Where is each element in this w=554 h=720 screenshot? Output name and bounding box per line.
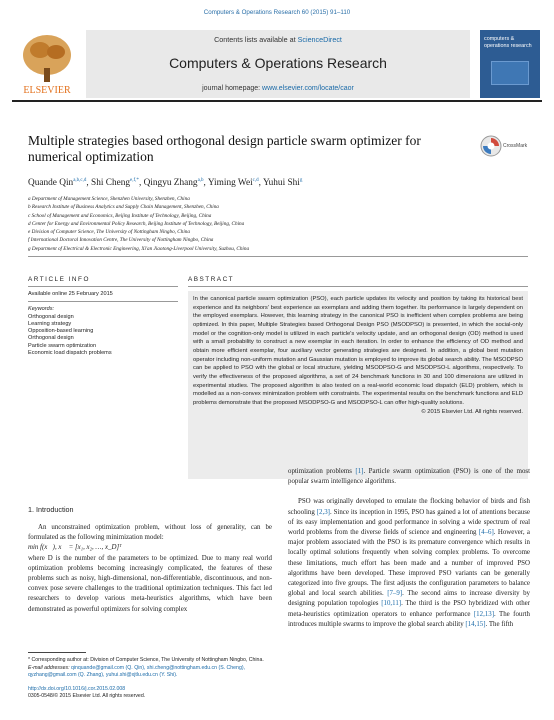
elsevier-tree-icon bbox=[12, 30, 82, 98]
text-run: optimization problems bbox=[288, 468, 356, 475]
author bbox=[91, 178, 139, 188]
paragraph: An unconstrained optimization problem, without loss of generality, can be formulated as the following minimization model: bbox=[28, 524, 272, 542]
crossmark-icon bbox=[480, 135, 502, 157]
author-name: Shi Cheng bbox=[91, 178, 131, 189]
affiliation: a Department of Management Science, Shenzhen University, Shenzhen, China bbox=[28, 196, 190, 202]
article-info-rule bbox=[28, 286, 178, 287]
citation-link[interactable]: [14,15] bbox=[465, 620, 486, 628]
publisher-logo-text: ELSEVIER bbox=[23, 85, 71, 96]
section-divider bbox=[28, 256, 528, 257]
citation-link[interactable]: [2,3] bbox=[316, 508, 330, 516]
author bbox=[144, 178, 204, 188]
author-name: Yuhui Shi bbox=[262, 178, 300, 189]
journal-reference[interactable]: Computers & Operations Research 60 (2015) 91–110 bbox=[203, 9, 351, 16]
header-center-panel bbox=[86, 30, 470, 98]
abstract-text: In the canonical particle swarm optimization (PSO), each particle updates its velocity and position by taking its historical best experience and its neighbors' best experience as exemplars and adding them together. Its performance is largely dependent on the employed exemplars. However, this learning strategy in the canonical PSO is inefficient when complex problems are being optimized. In this paper, Multiple Strategies based Orthogonal Design PSO (MSODPSO) is presented, in which the social-only model or the cognition-only model is utilized in each particle's velocity update, and an orthogonal design (OD) method is used with a small probability to construct a new exemplar in each iteration. In order to enhance the efficiency of OD method and obtain more efficient exemplar, four auxiliary vector generating strategies are designed. In addition, a global best mutation operator including non-uniform mutation and Gaussian mutation is employed to improve its global search ability. The MSODPSO can be applied to PSO with the global or local structure, yielding MSODPSO-G and MSODPSO-L algorithms, respectively. To verify the effectiveness of the proposed algorithms, a set of 24 benchmark functions in 30 and 100 dimensions are utilized in experimental studies. The proposed algorithm is also tested on a real-world economic load dispatch (ELD) problem, which is modelled as a non-convex minimization problem with constraints. The experimental results on the benchmark functions and ELD problems demonstrate that the proposed MSODPSO-G and MSODPSO-L can offer high-quality solutions. bbox=[193, 296, 523, 406]
citation-link[interactable]: [12,13] bbox=[473, 610, 494, 618]
homepage-prefix: journal homepage: bbox=[202, 85, 263, 92]
text-run: . The fifth bbox=[485, 620, 514, 628]
homepage-line bbox=[86, 85, 470, 92]
contents-prefix: Contents lists available at bbox=[214, 35, 298, 44]
text-run: . The second aims to increase diversity by designing population topologies bbox=[288, 590, 530, 608]
keyword: Particle swarm optimization bbox=[28, 342, 97, 349]
affiliation: e Division of Computer Science, The University of Nottingham Ningbo, China bbox=[28, 229, 190, 236]
author bbox=[208, 178, 259, 188]
body-column-right bbox=[288, 467, 530, 630]
author-list: Quande Qin$^{a,b,c,d}$, Shi Cheng$^{e,f,*}$, Qingyu Zhang$^{a,b}$, Yiming Wei$^{c,d}$, Yuhui Shi$^g$ bbox=[28, 178, 303, 189]
text-run: . The third is the PSO hybridized with other meta-heuristics optimization operators to enhance performance bbox=[288, 600, 530, 618]
corresponding-author-note: * Corresponding author at: Division of Computer Science, The University of Nottingham Ningbo, China. bbox=[28, 657, 264, 663]
sciencedirect-link[interactable]: ScienceDirect bbox=[297, 35, 342, 44]
paragraph bbox=[288, 467, 530, 487]
author-affiliation-ref[interactable]: a,b,c,d bbox=[73, 178, 87, 183]
article-info bbox=[28, 291, 178, 357]
text-run: PSO was originally developed to emulate the flocking behavior of birds and fish schooling bbox=[288, 498, 530, 516]
elsevier-logo[interactable] bbox=[12, 30, 82, 98]
homepage-link[interactable]: www.elsevier.com/locate/caor bbox=[262, 85, 354, 92]
affiliation-list bbox=[28, 195, 528, 253]
article-title: Multiple strategies based orthogonal design particle swarm optimizer for numerical optimization bbox=[28, 133, 421, 164]
author-affiliation-ref[interactable]: a,b bbox=[197, 178, 204, 183]
author-affiliation-ref[interactable]: e,f,* bbox=[130, 178, 139, 183]
author-affiliation-ref[interactable]: g bbox=[299, 178, 303, 183]
abstract-heading: ABSTRACT bbox=[188, 276, 235, 283]
text-run: . Since its inception in 1995, PSO has gained a lot of attentions because of its easy implementation and good performance in solving a wide spectrum of real world problems from the diverse fields of science and engineering bbox=[288, 508, 530, 537]
affiliation: f International Doctoral Innovation Centre, The University of Nottingham Ningbo, China bbox=[28, 237, 214, 244]
journal-header bbox=[12, 30, 542, 105]
affiliation: g Department of Electrical & Electronic Engineering, Xi'an Jiaotong-Liverpool University, Suzhou, China bbox=[28, 245, 250, 252]
cover-image bbox=[491, 61, 529, 85]
contents-line bbox=[86, 35, 470, 44]
text-run: . Particle swarm optimization (PSO) is one of the most popular swarm intelligence algorithms. bbox=[288, 468, 530, 486]
text-run: . However, a major problem associated with the PSO is its premature convergence which results in locally optimal solutions frequently when solving complex problems. To overcome these limitations, much effort has been made and a number of improved PSO algorithms have been developed. These improved PSO variants can be generally categorized into five groups. The first adjusts the configuration parameters to balance global and local search abilities. bbox=[288, 529, 530, 598]
footnote-rule bbox=[28, 652, 86, 653]
author-name: Yiming Wei bbox=[207, 178, 253, 189]
keywords-label: Keywords: bbox=[28, 306, 55, 313]
article-info-heading: ARTICLE INFO bbox=[28, 276, 90, 283]
keyword: Economic load dispatch problems bbox=[28, 350, 112, 357]
keyword: Learning strategy bbox=[28, 320, 72, 327]
doi-block bbox=[28, 686, 272, 700]
keyword: Opposition-based learning bbox=[28, 328, 94, 335]
crossmark-badge[interactable] bbox=[480, 135, 530, 161]
citation-link[interactable]: [7–9] bbox=[387, 590, 403, 598]
introduction-heading: 1. Introduction bbox=[28, 505, 74, 514]
issn-line: 0305-0548/© 2015 Elsevier Ltd. All rights reserved. bbox=[28, 693, 146, 700]
citation-link[interactable]: [4–6] bbox=[478, 529, 494, 537]
keyword: Orthogonal design bbox=[28, 313, 74, 320]
paragraph bbox=[288, 497, 530, 630]
citation-link[interactable]: [1] bbox=[355, 468, 364, 475]
affiliation: d Center for Energy and Environmental Policy Research, Beijing Institute of Technology, Beijing, China bbox=[28, 220, 245, 227]
author-affiliation-ref[interactable]: c,d bbox=[252, 178, 259, 183]
email-note bbox=[28, 665, 272, 680]
citation-link[interactable]: [10,11] bbox=[381, 600, 402, 608]
journal-name: Computers & Operations Research bbox=[169, 55, 387, 71]
body-column-left bbox=[28, 523, 272, 615]
email-label: E-mail addresses: bbox=[28, 664, 71, 671]
header-divider bbox=[12, 100, 542, 102]
abstract-copyright: © 2015 Elsevier Ltd. All rights reserved. bbox=[421, 408, 523, 415]
footnotes bbox=[28, 657, 272, 680]
paragraph: where D is the number of the parameters to be optimized. Due to many real world optimization problems becoming increasingly complicated, the features of these problems such as noisy, high-dimensional, non-differentiable, discontinuous, and non-convex pose severe challenges to the traditional optimization techniques. This fact led researchers to develop various meta-heuristics algorithms, which have been demonstrated as powerful optimizers for solving complex bbox=[28, 554, 272, 613]
doi-link[interactable]: http://dx.doi.org/10.1016/j.cor.2015.02.008 bbox=[28, 686, 126, 692]
affiliation: c School of Management and Economics, Beijing Institute of Technology, Beijing, China bbox=[28, 212, 212, 219]
cover-text: computers & operations research bbox=[484, 36, 532, 49]
abstract-box bbox=[188, 291, 528, 479]
email-links[interactable]: qinquande@gmail.com (Q. Qin), shi.cheng@nottingham.edu.cn (S. Cheng), qyzhang@gmail.com (Q. Zhang), yuhui.shi@xjtlu.edu.cn (Y. Shi). bbox=[28, 664, 245, 678]
author-name: Qingyu Zhang bbox=[143, 178, 198, 189]
text-run: . The fourth introduces multiple swarms to improve the global search ability bbox=[288, 610, 530, 628]
available-online-date: Available online 25 February 2015 bbox=[28, 291, 178, 302]
author-name: Quande Qin bbox=[28, 178, 74, 189]
formula: min f(x⃗), x⃗ = [x₁, x₂, …, x_D]ᵀ bbox=[28, 544, 122, 552]
keyword: Orthogonal design bbox=[28, 335, 74, 342]
journal-cover[interactable] bbox=[480, 30, 540, 98]
author bbox=[263, 178, 302, 188]
affiliation: b Research Institute of Business Analytics and Supply Chain Management, Shenzhen, China bbox=[28, 204, 219, 211]
abstract-rule bbox=[188, 286, 528, 287]
author bbox=[28, 178, 86, 188]
crossmark-label: CrossMark bbox=[503, 143, 528, 149]
